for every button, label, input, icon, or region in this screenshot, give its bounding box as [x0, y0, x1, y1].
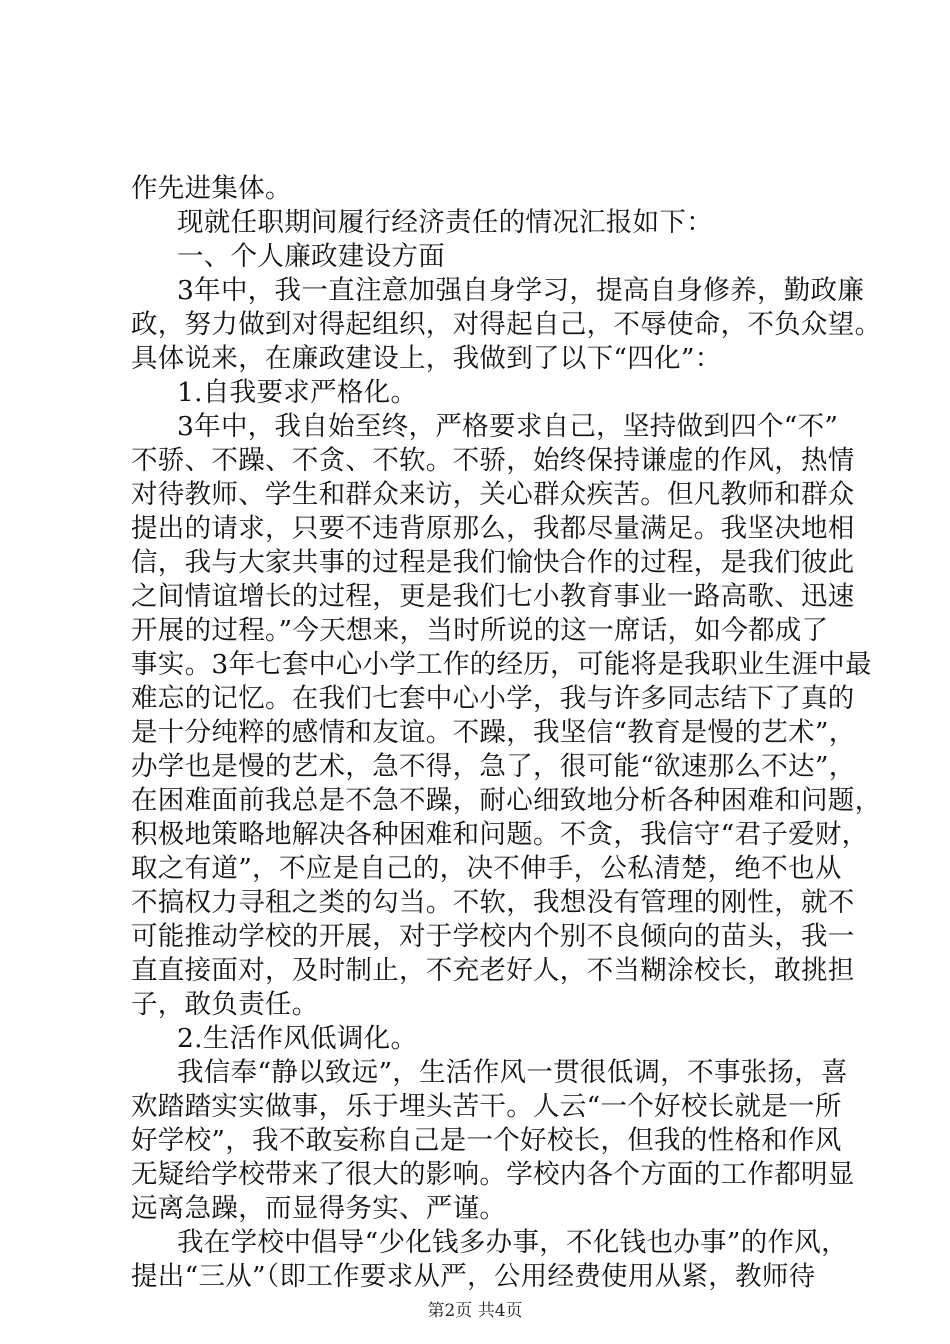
page-footer: 第2页 共4页: [427, 1301, 523, 1321]
text-line: 之间情谊增长的过程，更是我们七小教育事业一路高歌、迅速: [131, 581, 855, 612]
text-line: 3年中，我一直注意加强自身学习，提高自身修养，勤政廉: [177, 275, 865, 306]
text-line: 直直接面对，及时制止，不充老好人，不当糊涂校长，敢挑担: [131, 955, 855, 986]
text-line: 事实。3年七套中心小学工作的经历，可能将是我职业生涯中最: [131, 649, 872, 680]
text-line: 现就任职期间履行经济责任的情况汇报如下：: [177, 207, 713, 238]
text-line: 我在学校中倡导“少化钱多办事，不化钱也办事”的作风，: [177, 1227, 848, 1258]
text-line: 欢踏踏实实做事，乐于埋头苦干。人云“一个好校长就是一所: [131, 1091, 842, 1122]
text-line: 子，敢负责任。: [131, 989, 319, 1020]
text-line: 信，我与大家共事的过程是我们愉快合作的过程，是我们彼此: [131, 547, 855, 578]
text-line: 我信奉“静以致远”，生活作风一贯很低调，不事张扬，喜: [177, 1057, 848, 1088]
text-line: 提出“三从”（即工作要求从严，公用经费使用从紧，教师待: [131, 1261, 816, 1292]
text-line: 开展的过程。”今天想来，当时所说的这一席话，如今都成了: [131, 615, 829, 646]
text-line: 无疑给学校带来了很大的影响。学校内各个方面的工作都明显: [131, 1159, 855, 1190]
text-line: 难忘的记忆。在我们七套中心小学，我与许多同志结下了真的: [131, 683, 855, 714]
subsection-heading: 1.自我要求严格化。: [177, 377, 418, 408]
text-line: 取之有道”，不应是自己的，决不伸手，公私清楚，绝不也从: [131, 853, 842, 884]
text-line: 办学也是慢的艺术，急不得，急了，很可能“欲速那么不达”，: [131, 751, 856, 782]
text-line: 远离急躁，而显得务实、严谨。: [131, 1193, 507, 1224]
text-line: 对待教师、学生和群众来访，关心群众疾苦。但凡教师和群众: [131, 479, 855, 510]
text-line: 积极地策略地解决各种困难和问题。不贪，我信守“君子爱财，: [131, 819, 869, 850]
text-line: 具体说来，在廉政建设上，我做到了以下“四化”：: [131, 343, 722, 374]
text-line: 作先进集体。: [131, 173, 292, 204]
section-heading: 一、个人廉政建设方面: [177, 241, 445, 272]
text-line: 不搞权力寻租之类的勾当。不软，我想没有管理的刚性，就不: [131, 887, 855, 918]
subsection-heading: 2.生活作风低调化。: [177, 1023, 418, 1054]
text-line: 好学校”，我不敢妄称自己是一个好校长，但我的性格和作风: [131, 1125, 842, 1156]
text-line: 是十分纯粹的感情和友谊。不躁，我坚信“教育是慢的艺术”，: [131, 717, 856, 748]
text-line: 不骄、不躁、不贪、不软。不骄，始终保持谦虚的作风，热情: [131, 445, 855, 476]
text-line: 可能推动学校的开展，对于学校内个别不良倾向的苗头，我一: [131, 921, 855, 952]
text-line: 政，努力做到对得起组织，对得起自己，不辱使命，不负众望。: [131, 309, 882, 340]
text-line: 提出的请求，只要不违背原那么，我都尽量满足。我坚决地相: [131, 513, 855, 544]
text-line: 3年中，我自始至终，严格要求自己，坚持做到四个“不”: [177, 411, 839, 442]
text-line: 在困难面前我总是不急不躁，耐心细致地分析各种困难和问题，: [131, 785, 882, 816]
